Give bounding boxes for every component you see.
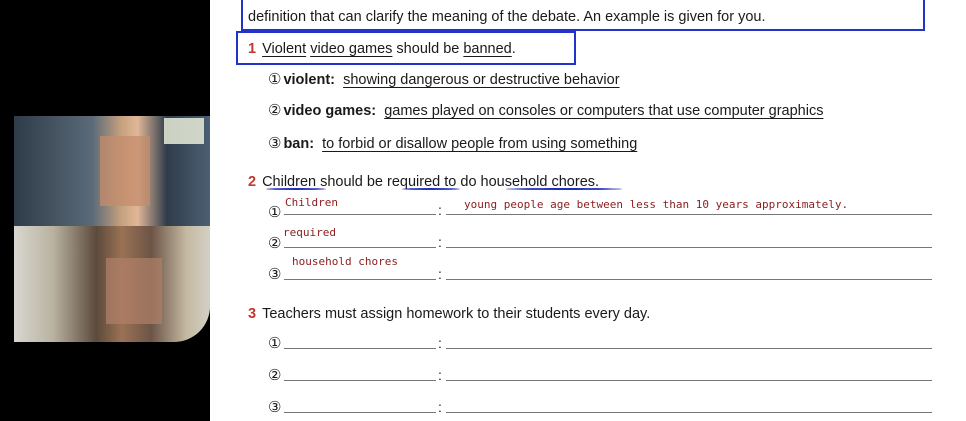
colon: : xyxy=(438,399,442,415)
item-1-sentence: 1 Violent video games should be banned. xyxy=(248,41,516,57)
colon: : xyxy=(438,234,442,250)
pen-underline-required xyxy=(402,188,460,190)
term-blank[interactable] xyxy=(284,214,436,215)
term-blank[interactable] xyxy=(284,279,436,280)
definition-row: ② video games: games played on consoles or computers that use computer graphics xyxy=(268,102,824,119)
handwritten-term: Children xyxy=(285,196,338,209)
handwritten-term: household chores xyxy=(292,255,398,268)
term-blank[interactable] xyxy=(284,380,436,381)
row-marker: ③ xyxy=(268,399,282,416)
row-marker: ③ xyxy=(268,266,282,283)
pen-underline-children xyxy=(266,188,326,190)
term-blank[interactable] xyxy=(284,348,436,349)
row-marker: ① xyxy=(268,204,282,221)
colon: : xyxy=(438,266,442,282)
term-blank[interactable] xyxy=(284,247,436,248)
colon: : xyxy=(438,202,442,218)
definition-blank[interactable] xyxy=(446,247,932,248)
item-number: 3 xyxy=(248,306,257,322)
item-number: 1 xyxy=(248,41,257,57)
term-blank[interactable] xyxy=(284,412,436,413)
definition-row: ① violent: showing dangerous or destructive behavior xyxy=(268,71,620,88)
handwritten-term: required xyxy=(283,226,336,239)
handwritten-definition: young people age between less than 10 years approximately. xyxy=(464,198,849,211)
definition-blank[interactable] xyxy=(446,412,932,413)
definition-row: ③ ban: to forbid or disallow people from using something xyxy=(268,135,638,152)
item-2-sentence: 2 Children should be required to do household chores. xyxy=(248,174,600,190)
webcam-video-overlay xyxy=(14,116,210,342)
worksheet-page xyxy=(210,0,966,421)
definition-blank[interactable] xyxy=(446,279,932,280)
item-number: 2 xyxy=(248,174,257,190)
webcam-window-light xyxy=(164,118,204,144)
instruction-text: definition that can clarify the meaning of the debate. An example is given for you. xyxy=(248,9,766,25)
row-marker: ① xyxy=(268,335,282,352)
webcam-face-bottom xyxy=(106,258,162,324)
colon: : xyxy=(438,367,442,383)
definition-blank[interactable] xyxy=(446,348,932,349)
row-marker: ② xyxy=(268,235,282,252)
webcam-face-top xyxy=(100,136,150,206)
row-marker: ② xyxy=(268,367,282,384)
colon: : xyxy=(438,335,442,351)
definition-blank[interactable] xyxy=(446,380,932,381)
item-3-sentence: 3 Teachers must assign homework to their students every day. xyxy=(248,306,651,322)
pen-underline-household-chores xyxy=(506,188,622,190)
definition-blank[interactable] xyxy=(446,214,932,215)
